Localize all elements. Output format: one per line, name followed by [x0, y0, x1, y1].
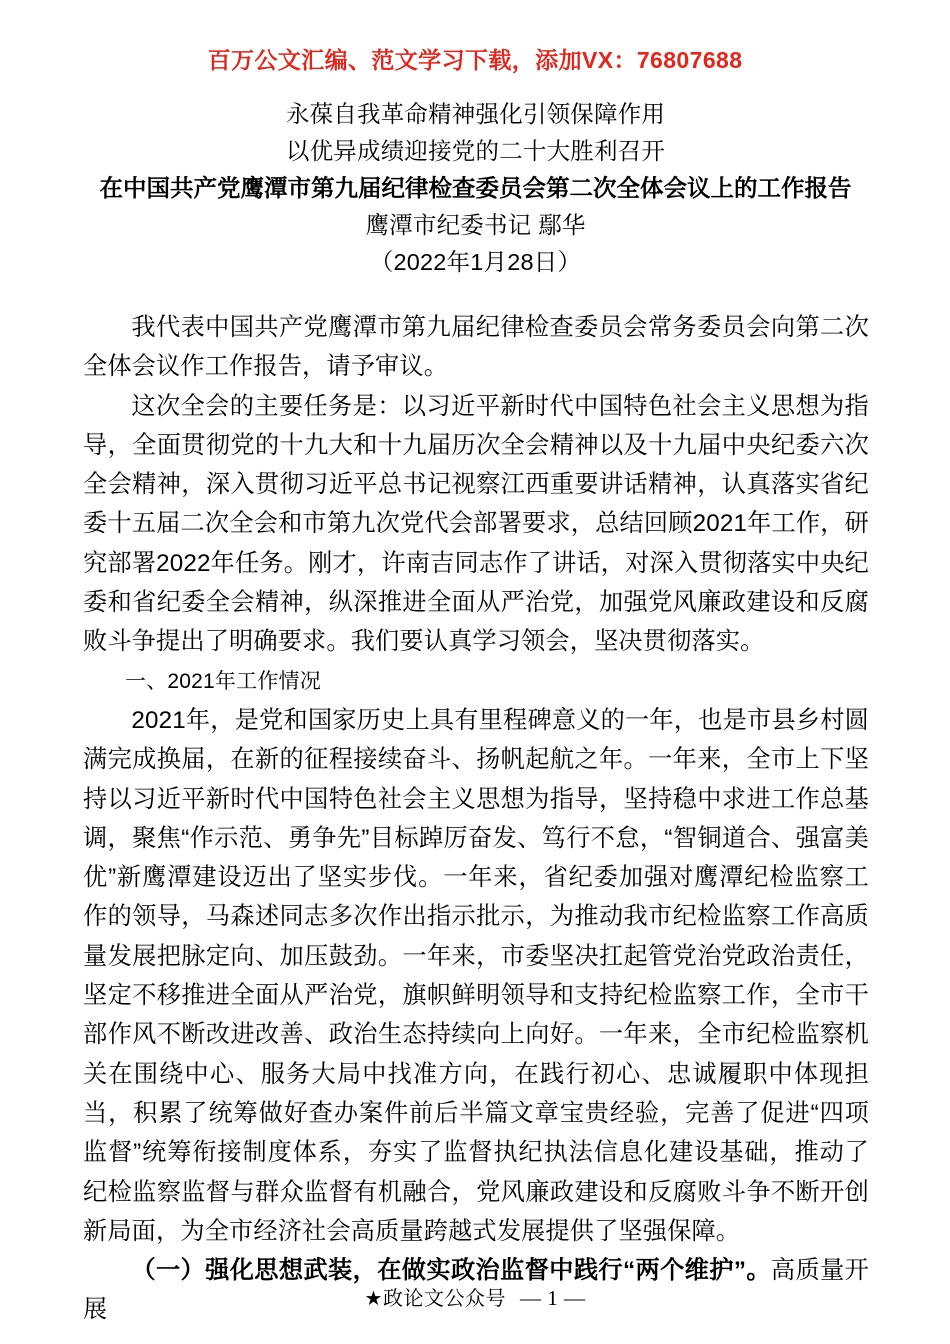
page-number: — 1 — — [519, 1286, 586, 1310]
promo-banner: 百万公文汇编、范文学习下载，添加VX：76807688 — [207, 47, 743, 73]
title-author: 鹰潭市纪委书记 鄢华 — [365, 212, 586, 238]
title-line-3: 在中国共产党鹰潭市第九届纪律检查委员会第二次全体会议上的工作报告 — [99, 175, 852, 201]
paragraph-3: 2021年，是党和国家历史上具有里程碑意义的一年，也是市县乡村圆满完成换届，在新的征程接续奋斗、扬帆起航之年。一年来，全市上下坚持以习近平新时代中国特色社会主义思想为指导，坚持稳中求进工作总基调，聚焦“作示范、勇争先”目标踔厉奋发、笃行不怠，“智铜道合、强富美优”新鹰潭建设迈出了坚实步伐。一年来，省纪委加强对鹰潭纪检监察工作的领导，马森述同志多次作出指示批示，为推动我市纪检监察工作高质量发展把脉定向、加压鼓劲。一年来，市委坚决扛起管党治党政治责任，坚定不移推进全面从严治党，旗帜鲜明领导和支持纪检监察工作，全市干部作风不断改进改善、政治生态持续向上向好。一年来，全市纪检监察机关在围绕中心、服务大局中找准方向，在践行初心、忠诚履职中体现担当，积累了统筹做好查办案件前后半篇文章宝贵经验，完善了促进“四项监督”统筹衔接制度体系，夯实了监督执纪执法信息化建设基础，推动了纪检监察监督与群众监督有机融合，党风廉政建设和反腐败斗争不断开创新局面，为全市经济社会高质量跨越式发展提供了坚强保障。 — [83, 706, 869, 1245]
footer-mark: ★政论文公众号 — [364, 1288, 506, 1310]
paragraph-2: 这次全会的主要任务是：以习近平新时代中国特色社会主义思想为指导，全面贯彻党的十九大和十九届历次全会精神以及十九届中央纪委六次全会精神，深入贯彻习近平总书记视察江西重要讲话精神，认真落实省纪委十五届二次全会和市第九次党代会部署要求，总结回顾2021年工作，研究部署2022年任务。刚才，许南吉同志作了讲话，对深入贯彻落实中央纪委和省纪委全会精神，纵深推进全面从严治党，加强党风廉政建设和反腐败斗争提出了明确要求。我们要认真学习领会，坚决贯彻落实。 — [83, 392, 869, 656]
paragraph-1: 我代表中国共产党鹰潭市第九届纪律检查委员会常务委员会向第二次全体会议作工作报告，请予审议。 — [83, 314, 869, 381]
section-heading-1: 一、2021年工作情况 — [125, 669, 321, 693]
title-line-1: 永葆自我革命精神强化引领保障作用 — [285, 101, 666, 127]
document-body — [83, 308, 869, 1330]
paragraph-4-bold-lead: （一）强化思想武装，在做实政治监督中践行“两个维护”。 — [131, 1257, 771, 1285]
title-line-2: 以优异成绩迎接党的二十大胜利召开 — [285, 138, 666, 164]
page-footer — [0, 1282, 950, 1311]
paragraph-4-tail: 高质量开展 — [83, 1257, 869, 1324]
title-block — [83, 96, 868, 281]
title-date: （2022年1月28日） — [369, 249, 582, 275]
